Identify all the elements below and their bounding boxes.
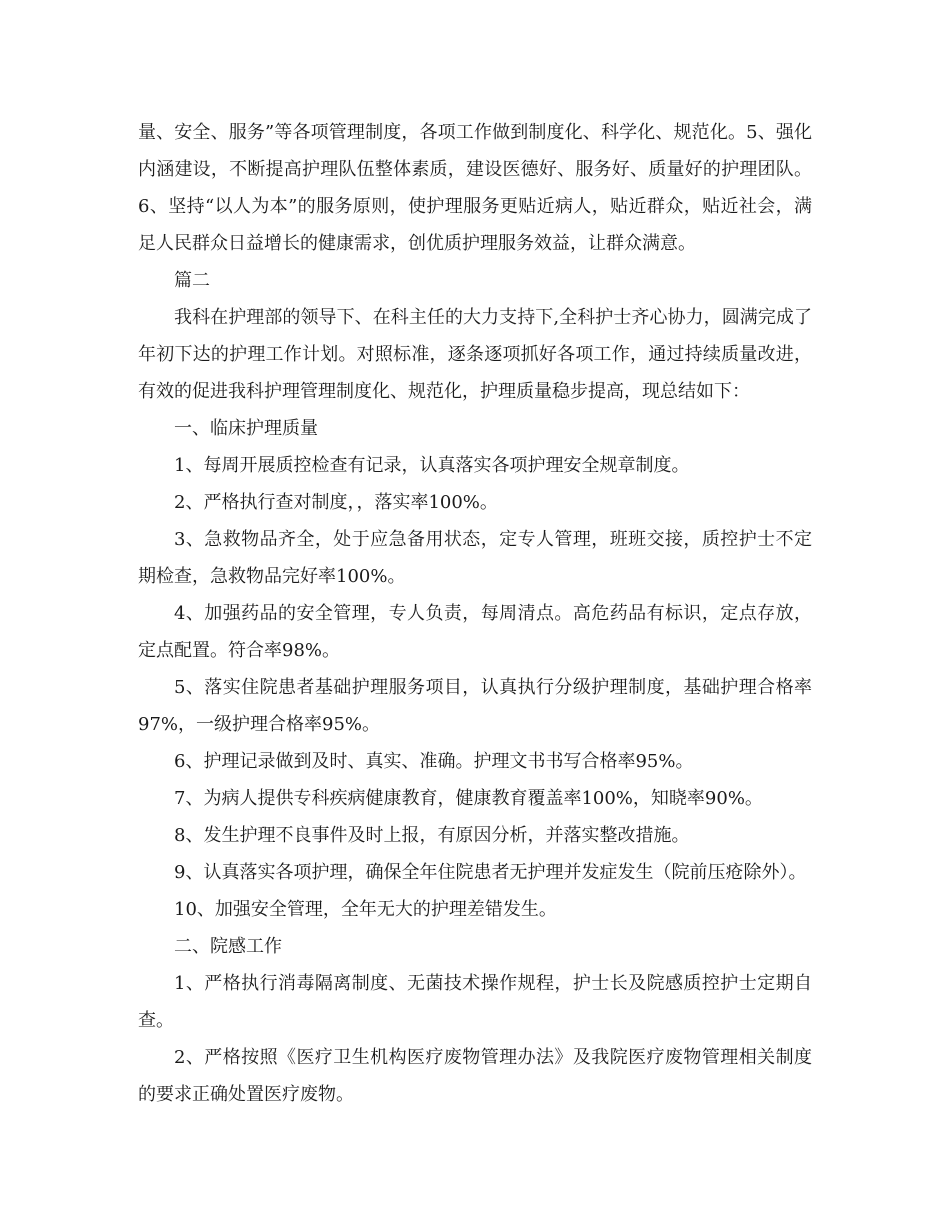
list-item-3: 3、急救物品齐全，处于应急备用状态，定专人管理，班班交接，质控护士不定期检查，急救物品完好率100%。 (138, 529, 812, 587)
list-item-6: 6、护理记录做到及时、真实、准确。护理文书书写合格率95%。 (174, 751, 694, 772)
list-item-8: 8、发生护理不良事件及时上报，有原因分析，并落实整改措施。 (174, 825, 690, 846)
list-item-7: 7、为病人提供专科疾病健康教育，健康教育覆盖率100%，知晓率90%。 (174, 788, 763, 809)
list-item-9: 9、认真落实各项护理，确保全年住院患者无护理并发症发生（院前压疮除外）。 (174, 862, 807, 883)
list-item-4: 4、加强药品的安全管理，专人负责，每周清点。高危药品有标识，定点存放，定点配置。符合率98%。 (138, 603, 812, 661)
heading-clinical-nursing-quality: 一、临床护理质量 (174, 418, 318, 439)
infection-item-1: 1、严格执行消毒隔离制度、无菌技术操作规程，护士长及院感质控护士定期自查。 (138, 973, 812, 1031)
infection-item-2: 2、严格按照《医疗卫生机构医疗废物管理办法》及我院医疗废物管理相关制度的要求正确处置医疗废物。 (138, 1047, 812, 1105)
list-item-2: 2、严格执行查对制度，，落实率100%。 (174, 492, 498, 513)
paragraph-continuation: 量、安全、服务”等各项管理制度，各项工作做到制度化、科学化、规范化。5、强化内涵建设，不断提高护理队伍整体素质，建设医德好、服务好、质量好的护理团队。6、坚持“以人为本”的服务原则，使护理服务更贴近病人，贴近群众，贴近社会，满足人民群众日益增长的健康需求，创优质护理服务效益，让群众满意。 (138, 122, 812, 254)
list-item-5: 5、落实住院患者基础护理服务项目，认真执行分级护理制度，基础护理合格率97%，一级护理合格率95%。 (138, 677, 812, 735)
heading-infection-control: 二、院感工作 (174, 936, 282, 957)
list-item-10: 10、加强安全管理，全年无大的护理差错发生。 (174, 899, 557, 920)
section-title-part-two: 篇二 (174, 270, 210, 291)
list-item-1: 1、每周开展质控检查有记录，认真落实各项护理安全规章制度。 (174, 455, 690, 476)
paragraph-intro: 我科在护理部的领导下、在科主任的大力支持下,全科护士齐心协力，圆满完成了年初下达的护理工作计划。对照标准，逐条逐项抓好各项工作，通过持续质量改进，有效的促进我科护理管理制度化、规范化，护理质量稳步提高，现总结如下： (138, 307, 812, 402)
document-body (138, 114, 812, 1113)
